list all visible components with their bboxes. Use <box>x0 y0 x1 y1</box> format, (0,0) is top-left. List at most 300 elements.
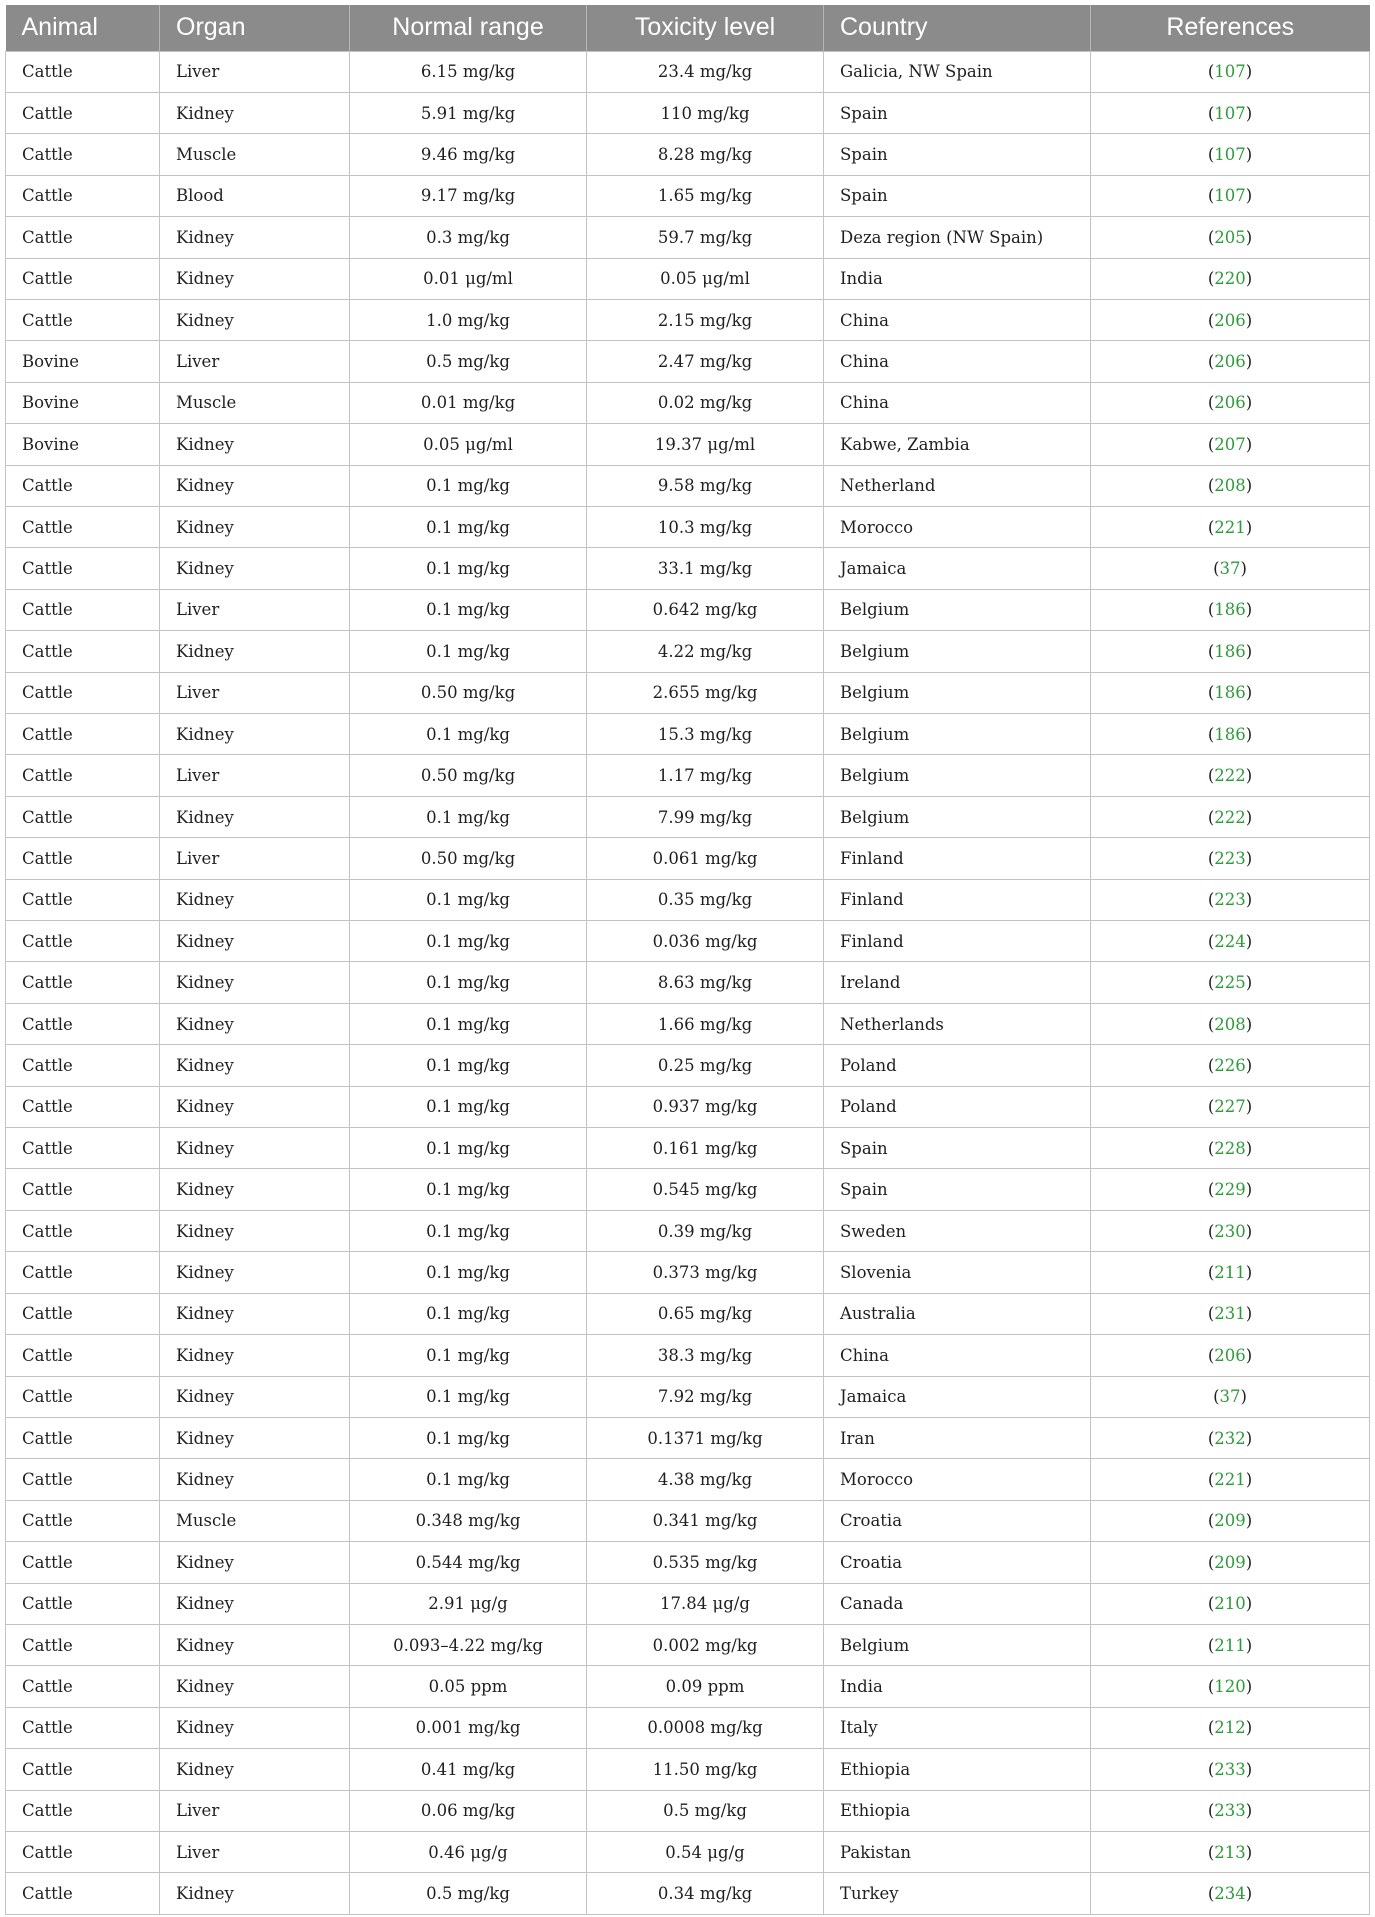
cell-normal-range: 0.5 mg/kg <box>350 1873 587 1914</box>
cell-normal-range: 0.1 mg/kg <box>350 1210 587 1251</box>
data-table-container <box>5 5 1369 1915</box>
cell-animal: Cattle <box>6 299 160 340</box>
reference-link[interactable]: 223 <box>1214 848 1246 868</box>
cell-normal-range: 0.1 mg/kg <box>350 962 587 1003</box>
cell-toxicity-level: 0.036 mg/kg <box>587 921 824 962</box>
cell-organ: Kidney <box>160 1003 350 1044</box>
cell-reference <box>1091 796 1370 837</box>
paren-open: ( <box>1207 807 1215 827</box>
cell-toxicity-level: 2.47 mg/kg <box>587 341 824 382</box>
table-row <box>6 382 1370 423</box>
cell-toxicity-level: 0.373 mg/kg <box>587 1252 824 1293</box>
cell-country: China <box>824 299 1091 340</box>
cell-toxicity-level: 0.642 mg/kg <box>587 589 824 630</box>
table-row <box>6 755 1370 796</box>
cell-country: Netherlands <box>824 1003 1091 1044</box>
reference-link[interactable]: 186 <box>1214 641 1246 661</box>
cell-country: Italy <box>824 1707 1091 1748</box>
cell-normal-range: 0.1 mg/kg <box>350 589 587 630</box>
paren-open: ( <box>1207 1470 1215 1490</box>
paren-open: ( <box>1207 103 1215 123</box>
cell-normal-range: 0.1 mg/kg <box>350 465 587 506</box>
cell-toxicity-level: 0.341 mg/kg <box>587 1500 824 1541</box>
cell-organ: Kidney <box>160 631 350 672</box>
cell-organ: Kidney <box>160 714 350 755</box>
table-row <box>6 299 1370 340</box>
cell-organ: Liver <box>160 51 350 92</box>
cell-country: Australia <box>824 1293 1091 1334</box>
paren-close: ) <box>1245 1055 1253 1075</box>
reference-link[interactable]: 107 <box>1214 145 1246 165</box>
paren-open: ( <box>1207 766 1215 786</box>
cell-toxicity-level: 0.65 mg/kg <box>587 1293 824 1334</box>
cell-toxicity-level: 4.22 mg/kg <box>587 631 824 672</box>
cell-reference <box>1091 341 1370 382</box>
cell-reference <box>1091 1417 1370 1458</box>
cell-organ: Kidney <box>160 1707 350 1748</box>
cell-toxicity-level: 0.02 mg/kg <box>587 382 824 423</box>
paren-open: ( <box>1207 393 1215 413</box>
cell-organ: Kidney <box>160 1128 350 1169</box>
cell-reference <box>1091 1707 1370 1748</box>
paren-close: ) <box>1245 1801 1253 1821</box>
reference-link[interactable]: 234 <box>1214 1884 1246 1904</box>
cell-country: Belgium <box>824 589 1091 630</box>
cell-country: Ethiopia <box>824 1749 1091 1790</box>
paren-open: ( <box>1207 269 1215 289</box>
header-country: Country <box>824 5 1091 51</box>
cell-normal-range: 0.544 mg/kg <box>350 1542 587 1583</box>
reference-link[interactable]: 230 <box>1214 1221 1246 1241</box>
paren-close: ) <box>1245 1180 1253 1200</box>
cell-animal: Cattle <box>6 755 160 796</box>
cell-normal-range: 0.1 mg/kg <box>350 1169 587 1210</box>
cell-animal: Cattle <box>6 258 160 299</box>
reference-link[interactable]: 221 <box>1214 517 1246 537</box>
reference-link[interactable]: 107 <box>1214 103 1246 123</box>
reference-link[interactable]: 206 <box>1214 393 1246 413</box>
cell-organ: Kidney <box>160 796 350 837</box>
paren-open: ( <box>1207 1138 1215 1158</box>
cell-normal-range: 0.1 mg/kg <box>350 714 587 755</box>
table-row <box>6 1500 1370 1541</box>
paren-close: ) <box>1245 931 1253 951</box>
cell-country: Poland <box>824 1045 1091 1086</box>
table-row <box>6 1335 1370 1376</box>
reference-link[interactable]: 209 <box>1214 1511 1246 1531</box>
cell-toxicity-level: 0.34 mg/kg <box>587 1873 824 1914</box>
cell-animal: Cattle <box>6 51 160 92</box>
table-row <box>6 1169 1370 1210</box>
cell-normal-range: 0.5 mg/kg <box>350 341 587 382</box>
cell-country: Poland <box>824 1086 1091 1127</box>
paren-open: ( <box>1207 1842 1215 1862</box>
cell-toxicity-level: 59.7 mg/kg <box>587 217 824 258</box>
cell-animal: Cattle <box>6 1707 160 1748</box>
cell-toxicity-level: 0.937 mg/kg <box>587 1086 824 1127</box>
cell-animal: Bovine <box>6 424 160 465</box>
paren-open: ( <box>1207 62 1215 82</box>
cell-organ: Kidney <box>160 962 350 1003</box>
table-row <box>6 217 1370 258</box>
cell-organ: Muscle <box>160 1500 350 1541</box>
cell-organ: Kidney <box>160 1417 350 1458</box>
cell-country: Iran <box>824 1417 1091 1458</box>
cell-reference <box>1091 1831 1370 1872</box>
table-row <box>6 589 1370 630</box>
cell-animal: Cattle <box>6 1749 160 1790</box>
cell-country: India <box>824 1666 1091 1707</box>
cell-animal: Cattle <box>6 1045 160 1086</box>
reference-link[interactable]: 212 <box>1214 1718 1246 1738</box>
table-header <box>6 5 1370 51</box>
cell-organ: Kidney <box>160 879 350 920</box>
cell-normal-range: 0.05 ppm <box>350 1666 587 1707</box>
table-row <box>6 134 1370 175</box>
reference-link[interactable]: 207 <box>1214 434 1246 454</box>
table-body <box>6 51 1370 1914</box>
header-normal-range: Normal range <box>350 5 587 51</box>
paren-open: ( <box>1207 1055 1215 1075</box>
reference-link[interactable]: 208 <box>1214 1014 1246 1034</box>
cell-reference <box>1091 1086 1370 1127</box>
cell-reference <box>1091 1666 1370 1707</box>
cell-toxicity-level: 0.545 mg/kg <box>587 1169 824 1210</box>
reference-link[interactable]: 186 <box>1214 683 1246 703</box>
cell-normal-range: 0.1 mg/kg <box>350 921 587 962</box>
table-row <box>6 672 1370 713</box>
paren-close: ) <box>1245 973 1253 993</box>
table-row <box>6 1210 1370 1251</box>
paren-open: ( <box>1207 1635 1215 1655</box>
cell-organ: Kidney <box>160 1335 350 1376</box>
reference-link[interactable]: 211 <box>1214 1262 1246 1282</box>
cell-organ: Kidney <box>160 1666 350 1707</box>
paren-open: ( <box>1207 848 1215 868</box>
paren-close: ) <box>1245 393 1253 413</box>
reference-link[interactable]: 208 <box>1214 476 1246 496</box>
reference-link[interactable]: 233 <box>1214 1759 1246 1779</box>
paren-open: ( <box>1207 434 1215 454</box>
reference-link[interactable]: 222 <box>1214 766 1246 786</box>
cell-normal-range: 0.50 mg/kg <box>350 672 587 713</box>
table-row <box>6 1376 1370 1417</box>
cell-animal: Cattle <box>6 962 160 1003</box>
cell-reference <box>1091 1583 1370 1624</box>
cell-reference <box>1091 1624 1370 1665</box>
cell-organ: Kidney <box>160 1169 350 1210</box>
cell-animal: Cattle <box>6 631 160 672</box>
paren-close: ) <box>1245 434 1253 454</box>
cell-country: Finland <box>824 879 1091 920</box>
cell-animal: Cattle <box>6 1128 160 1169</box>
cell-animal: Cattle <box>6 465 160 506</box>
cell-reference <box>1091 1293 1370 1334</box>
cell-country: Morocco <box>824 1459 1091 1500</box>
cell-organ: Kidney <box>160 1583 350 1624</box>
reference-link[interactable]: 186 <box>1214 600 1246 620</box>
reference-link[interactable]: 107 <box>1214 62 1246 82</box>
cell-reference <box>1091 1003 1370 1044</box>
paren-open: ( <box>1207 310 1215 330</box>
cell-country: Belgium <box>824 631 1091 672</box>
cell-animal: Cattle <box>6 672 160 713</box>
cell-organ: Kidney <box>160 465 350 506</box>
paren-open: ( <box>1207 973 1215 993</box>
cell-reference <box>1091 134 1370 175</box>
cell-country: Jamaica <box>824 1376 1091 1417</box>
table-row <box>6 838 1370 879</box>
paren-open: ( <box>1207 1428 1215 1448</box>
reference-link[interactable]: 210 <box>1214 1594 1246 1614</box>
cell-normal-range: 0.1 mg/kg <box>350 1003 587 1044</box>
cell-toxicity-level: 7.99 mg/kg <box>587 796 824 837</box>
cell-toxicity-level: 0.54 μg/g <box>587 1831 824 1872</box>
reference-link[interactable]: 226 <box>1214 1055 1246 1075</box>
cell-country: Kabwe, Zambia <box>824 424 1091 465</box>
cell-normal-range: 1.0 mg/kg <box>350 299 587 340</box>
reference-link[interactable]: 209 <box>1214 1552 1246 1572</box>
cell-country: Sweden <box>824 1210 1091 1251</box>
cell-organ: Kidney <box>160 1376 350 1417</box>
paren-close: ) <box>1245 1262 1253 1282</box>
reference-link[interactable]: 211 <box>1214 1635 1246 1655</box>
paren-open: ( <box>1207 724 1215 744</box>
cell-toxicity-level: 0.161 mg/kg <box>587 1128 824 1169</box>
reference-link[interactable]: 223 <box>1214 890 1246 910</box>
reference-link[interactable]: 233 <box>1214 1801 1246 1821</box>
cell-country: Finland <box>824 838 1091 879</box>
paren-open: ( <box>1207 1097 1215 1117</box>
table-row <box>6 1831 1370 1872</box>
cell-normal-range: 0.1 mg/kg <box>350 1335 587 1376</box>
table-row <box>6 1003 1370 1044</box>
reference-link[interactable]: 205 <box>1214 227 1246 247</box>
table-row <box>6 1252 1370 1293</box>
cell-organ: Kidney <box>160 1624 350 1665</box>
reference-link[interactable]: 222 <box>1214 807 1246 827</box>
cell-animal: Cattle <box>6 1003 160 1044</box>
paren-open: ( <box>1213 559 1220 579</box>
reference-link[interactable]: 228 <box>1214 1138 1246 1158</box>
reference-link[interactable]: 221 <box>1214 1470 1246 1490</box>
cell-reference <box>1091 589 1370 630</box>
cell-reference <box>1091 1749 1370 1790</box>
paren-close: ) <box>1245 683 1253 703</box>
reference-link[interactable]: 206 <box>1214 352 1246 372</box>
cell-country: China <box>824 1335 1091 1376</box>
cell-toxicity-level: 10.3 mg/kg <box>587 506 824 547</box>
cell-reference <box>1091 175 1370 216</box>
reference-link[interactable]: 186 <box>1214 724 1246 744</box>
cell-toxicity-level: 8.28 mg/kg <box>587 134 824 175</box>
paren-close: ) <box>1245 1635 1253 1655</box>
reference-link[interactable]: 232 <box>1214 1428 1246 1448</box>
cell-country: Belgium <box>824 1624 1091 1665</box>
reference-link[interactable]: 206 <box>1214 310 1246 330</box>
cell-reference <box>1091 1335 1370 1376</box>
cell-toxicity-level: 1.66 mg/kg <box>587 1003 824 1044</box>
data-table <box>5 5 1370 1915</box>
cell-animal: Cattle <box>6 1873 160 1914</box>
cell-reference <box>1091 299 1370 340</box>
cell-organ: Kidney <box>160 92 350 133</box>
reference-link[interactable]: 206 <box>1214 1345 1246 1365</box>
paren-close: ) <box>1245 1677 1253 1697</box>
cell-toxicity-level: 0.35 mg/kg <box>587 879 824 920</box>
paren-open: ( <box>1207 476 1215 496</box>
cell-reference <box>1091 1210 1370 1251</box>
cell-country: Jamaica <box>824 548 1091 589</box>
paren-close: ) <box>1245 1759 1253 1779</box>
paren-open: ( <box>1207 517 1215 537</box>
reference-link[interactable]: 37 <box>1219 1387 1241 1407</box>
paren-open: ( <box>1207 1014 1215 1034</box>
paren-open: ( <box>1207 186 1215 206</box>
paren-close: ) <box>1245 1884 1253 1904</box>
paren-close: ) <box>1240 1387 1247 1407</box>
cell-toxicity-level: 0.09 ppm <box>587 1666 824 1707</box>
paren-close: ) <box>1245 476 1253 496</box>
cell-organ: Liver <box>160 755 350 796</box>
cell-organ: Liver <box>160 1831 350 1872</box>
paren-close: ) <box>1245 1428 1253 1448</box>
paren-close: ) <box>1245 890 1253 910</box>
reference-link[interactable]: 107 <box>1214 186 1246 206</box>
cell-normal-range: 0.06 mg/kg <box>350 1790 587 1831</box>
paren-open: ( <box>1207 683 1215 703</box>
cell-country: Spain <box>824 1128 1091 1169</box>
table-row <box>6 1086 1370 1127</box>
cell-organ: Kidney <box>160 1293 350 1334</box>
cell-organ: Kidney <box>160 1045 350 1086</box>
paren-open: ( <box>1207 145 1215 165</box>
table-row <box>6 1749 1370 1790</box>
cell-organ: Liver <box>160 672 350 713</box>
cell-animal: Cattle <box>6 879 160 920</box>
paren-open: ( <box>1207 1801 1215 1821</box>
cell-animal: Cattle <box>6 838 160 879</box>
cell-normal-range: 0.093–4.22 mg/kg <box>350 1624 587 1665</box>
paren-open: ( <box>1207 1677 1215 1697</box>
reference-link[interactable]: 229 <box>1214 1180 1246 1200</box>
paren-open: ( <box>1207 1262 1215 1282</box>
cell-toxicity-level: 0.5 mg/kg <box>587 1790 824 1831</box>
paren-open: ( <box>1207 1345 1215 1365</box>
cell-normal-range: 0.05 μg/ml <box>350 424 587 465</box>
reference-link[interactable]: 120 <box>1214 1677 1246 1697</box>
cell-normal-range: 2.91 μg/g <box>350 1583 587 1624</box>
reference-link[interactable]: 220 <box>1214 269 1246 289</box>
cell-animal: Cattle <box>6 1583 160 1624</box>
reference-link[interactable]: 231 <box>1214 1304 1246 1324</box>
cell-organ: Liver <box>160 341 350 382</box>
paren-close: ) <box>1245 62 1253 82</box>
cell-organ: Kidney <box>160 258 350 299</box>
cell-normal-range: 0.1 mg/kg <box>350 1293 587 1334</box>
cell-toxicity-level: 17.84 μg/g <box>587 1583 824 1624</box>
cell-toxicity-level: 23.4 mg/kg <box>587 51 824 92</box>
table-row <box>6 1790 1370 1831</box>
cell-reference <box>1091 424 1370 465</box>
cell-reference <box>1091 92 1370 133</box>
cell-reference <box>1091 1128 1370 1169</box>
cell-toxicity-level: 7.92 mg/kg <box>587 1376 824 1417</box>
cell-reference <box>1091 631 1370 672</box>
reference-link[interactable]: 227 <box>1214 1097 1246 1117</box>
cell-toxicity-level: 0.002 mg/kg <box>587 1624 824 1665</box>
cell-animal: Cattle <box>6 589 160 630</box>
cell-normal-range: 0.1 mg/kg <box>350 879 587 920</box>
cell-toxicity-level: 19.37 μg/ml <box>587 424 824 465</box>
cell-reference <box>1091 755 1370 796</box>
cell-normal-range: 0.1 mg/kg <box>350 1128 587 1169</box>
paren-close: ) <box>1245 600 1253 620</box>
paren-open: ( <box>1207 890 1215 910</box>
cell-animal: Cattle <box>6 1542 160 1583</box>
paren-open: ( <box>1207 1718 1215 1738</box>
cell-normal-range: 6.15 mg/kg <box>350 51 587 92</box>
cell-toxicity-level: 0.1371 mg/kg <box>587 1417 824 1458</box>
cell-toxicity-level: 33.1 mg/kg <box>587 548 824 589</box>
cell-toxicity-level: 0.39 mg/kg <box>587 1210 824 1251</box>
reference-link[interactable]: 225 <box>1214 973 1246 993</box>
cell-country: Belgium <box>824 796 1091 837</box>
cell-toxicity-level: 0.05 μg/ml <box>587 258 824 299</box>
cell-country: Belgium <box>824 714 1091 755</box>
paren-close: ) <box>1245 1138 1253 1158</box>
cell-country: China <box>824 341 1091 382</box>
paren-open: ( <box>1207 227 1215 247</box>
paren-open: ( <box>1207 1511 1215 1531</box>
cell-organ: Kidney <box>160 1542 350 1583</box>
table-row <box>6 258 1370 299</box>
cell-organ: Kidney <box>160 548 350 589</box>
cell-animal: Cattle <box>6 1376 160 1417</box>
cell-reference <box>1091 1252 1370 1293</box>
cell-organ: Kidney <box>160 1252 350 1293</box>
paren-close: ) <box>1245 145 1253 165</box>
cell-animal: Cattle <box>6 506 160 547</box>
cell-reference <box>1091 1169 1370 1210</box>
cell-organ: Kidney <box>160 217 350 258</box>
reference-link[interactable]: 213 <box>1214 1842 1246 1862</box>
cell-normal-range: 0.46 μg/g <box>350 1831 587 1872</box>
paren-close: ) <box>1245 807 1253 827</box>
cell-normal-range: 0.348 mg/kg <box>350 1500 587 1541</box>
table-row <box>6 1707 1370 1748</box>
paren-open: ( <box>1207 352 1215 372</box>
cell-toxicity-level: 15.3 mg/kg <box>587 714 824 755</box>
cell-toxicity-level: 0.535 mg/kg <box>587 1542 824 1583</box>
cell-toxicity-level: 110 mg/kg <box>587 92 824 133</box>
paren-close: ) <box>1245 186 1253 206</box>
cell-animal: Cattle <box>6 1210 160 1251</box>
cell-organ: Kidney <box>160 1210 350 1251</box>
cell-toxicity-level: 2.655 mg/kg <box>587 672 824 713</box>
cell-animal: Cattle <box>6 921 160 962</box>
cell-reference <box>1091 1376 1370 1417</box>
reference-link[interactable]: 37 <box>1219 559 1241 579</box>
reference-link[interactable]: 224 <box>1214 931 1246 951</box>
cell-animal: Cattle <box>6 548 160 589</box>
paren-open: ( <box>1207 1552 1215 1572</box>
cell-reference <box>1091 879 1370 920</box>
cell-country: Croatia <box>824 1500 1091 1541</box>
cell-toxicity-level: 1.65 mg/kg <box>587 175 824 216</box>
cell-reference <box>1091 962 1370 1003</box>
cell-organ: Liver <box>160 838 350 879</box>
